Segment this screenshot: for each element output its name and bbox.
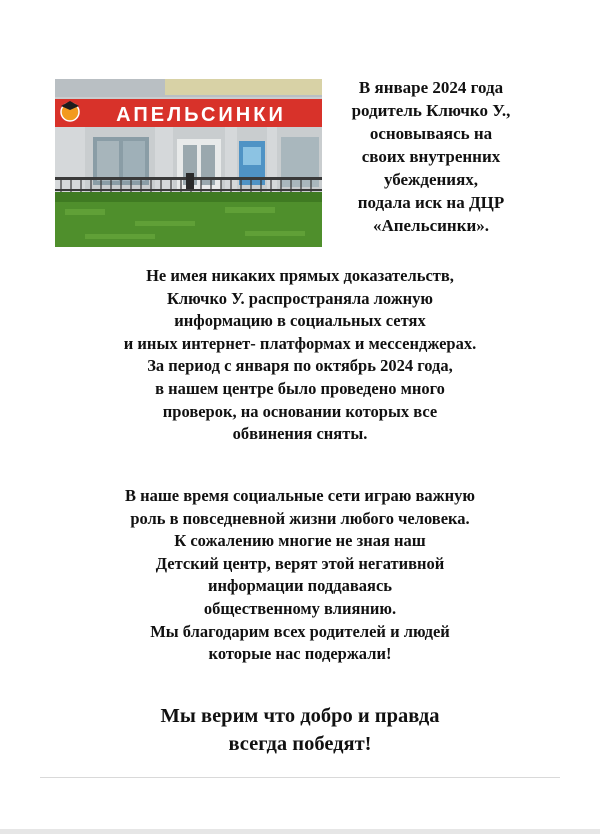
paragraph-line: и иных интернет- платформах и мессенджерах. (123, 333, 477, 353)
paragraph-line: роль в повседневной жизни любого человека. (130, 508, 470, 528)
paragraph-line: Детский центр, верят этой негативной (155, 553, 445, 573)
intro-line: родитель Ключко У., (351, 101, 511, 120)
intro-text (324, 76, 538, 237)
intro-line: своих внутренних (361, 147, 501, 166)
intro-line: основываясь на (369, 124, 493, 143)
paragraph-line: которые нас подержали! (208, 644, 392, 664)
paragraph-line: За период с января по октябрь 2024 года, (147, 356, 453, 376)
paragraph-social-networks (40, 485, 560, 666)
paragraph-line: информации поддаваясь (208, 576, 392, 596)
paragraph-line: обвинения сняты. (232, 424, 368, 444)
intro-line: «Апельсинки». (372, 216, 490, 235)
intro-line: подала иск на ДЦР (357, 193, 505, 212)
paragraph-line: информацию в социальных сетях (174, 311, 426, 331)
paragraph-evidence (40, 265, 560, 446)
bottom-edge-bar (0, 829, 600, 834)
paragraph-line: Не имея никаких прямых доказательств, (146, 266, 454, 285)
paragraph-line: в нашем центре было проведено много (155, 378, 445, 398)
paragraph-line: В наше время социальные сети играю важную (124, 486, 475, 505)
intro-line: убеждениях, (383, 170, 479, 189)
closing-statement (40, 702, 560, 758)
paragraph-line: Ключко У. распространяла ложную (166, 288, 434, 308)
paragraph-line: К сожалению многие не зная наш (174, 531, 426, 551)
storefront-photo (55, 79, 322, 247)
intro-line: В январе 2024 года (358, 78, 504, 97)
footer-divider (40, 777, 560, 778)
paragraph-line: Мы благодарим всех родителей и людей (150, 621, 450, 641)
paragraph-line: общественному влиянию. (203, 598, 397, 618)
closing-line: всегда победят! (228, 733, 372, 755)
closing-line: Мы верим что добро и правда (160, 705, 440, 727)
paragraph-line: проверок, на основании которых все (162, 401, 438, 421)
sign-text: АПЕЛЬСИНКИ (116, 104, 286, 126)
